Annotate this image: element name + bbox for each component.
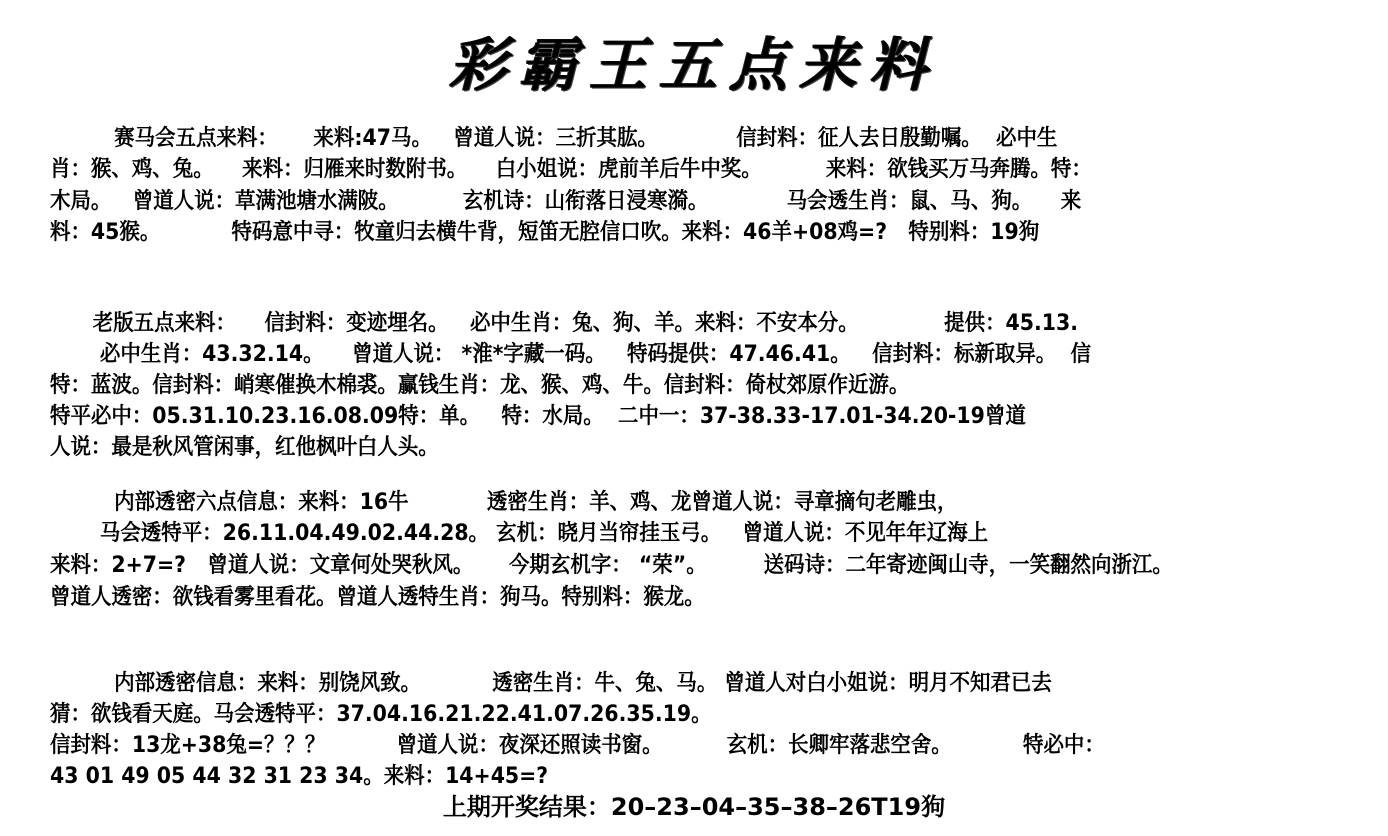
text-line: 必中生肖：43.32.14。 曾道人说： *淮*字藏一码。 特码提供：47.46.41。 信封料：标新取异。 信 — [50, 342, 1091, 367]
text-line: 特平必中：05.31.10.23.16.08.09特：单。 特：水局。 二中一：37-38.33-17.01-34.20-19曾道 — [50, 404, 1026, 429]
text-line: 特：蓝波。信封料：峭寒催换木棉裘。赢钱生肖：龙、猴、鸡、牛。信封料：倚杖郊原作近游。 — [50, 373, 910, 398]
text-line: 信封料：13龙+38兔=？？？ 曾道人说：夜深还照读书窗。 玄机：长卿牢落悲空舍。 特必中： — [50, 733, 1105, 758]
text-line: 人说：最是秋风管闲事，红他枫叶白人头。 — [50, 435, 439, 460]
text-line: 43 01 49 05 44 32 31 23 34。来料：14+45=? — [50, 764, 549, 789]
text-line: 来料：2+7=? 曾道人说：文章何处哭秋风。 今期玄机字： “荣”。 送码诗：二年寄迹闽山寺，一笑翻然向浙江。 — [50, 553, 1173, 578]
text-line: 木局。 曾道人说：草满池塘水满陂。 玄机诗：山衔落日浸寒漪。 马会透生肖：鼠、马、狗。 来 — [50, 189, 1082, 214]
text-line: 肖：猴、鸡、兔。 来料：归雁来时数附书。 白小姐说：虎前羊后牛中奖。 来料：欲钱买万马奔腾。特： — [50, 157, 1092, 182]
text-line: 猜：欲钱看天庭。马会透特平：37.04.16.21.22.41.07.26.35.19。 — [50, 702, 712, 727]
text-line: 赛马会五点来料： 来料:47马。 曾道人说：三折其肱。 信封料：征人去日殷勤嘱。 必中生 — [50, 126, 1058, 151]
text-line: 曾道人透密：欲钱看雾里看花。曾道人透特生肖：狗马。特别料：猴龙。 — [50, 585, 705, 610]
last-draw-result: 上期开奖结果：20–23–04–35–38–26T19狗 — [442, 793, 946, 821]
text-line: 内部透密六点信息：来料：16牛 透密生肖：羊、鸡、龙曾道人说：寻章摘句老雕虫， — [50, 490, 958, 515]
page-title: 彩霸王五点来料 — [448, 31, 939, 99]
text-line: 老版五点来料： 信封料：变迹埋名。 必中生肖：兔、狗、羊。来料：不安本分。 提供：45.13. — [50, 311, 1079, 336]
text-line: 料：45猴。 特码意中寻：牧童归去横牛背，短笛无腔信口吹。来料：46羊+08鸡=? 特别料：19狗 — [50, 220, 1040, 245]
text-line: 马会透特平：26.11.04.49.02.44.28。 玄机：晓月当帘挂玉弓。 曾道人说：不见年年辽海上 — [50, 521, 989, 546]
text-line: 内部透密信息：来料：别饶风致。 透密生肖：牛、兔、马。 曾道人对白小姐说：明月不知君已去 — [50, 671, 1052, 696]
